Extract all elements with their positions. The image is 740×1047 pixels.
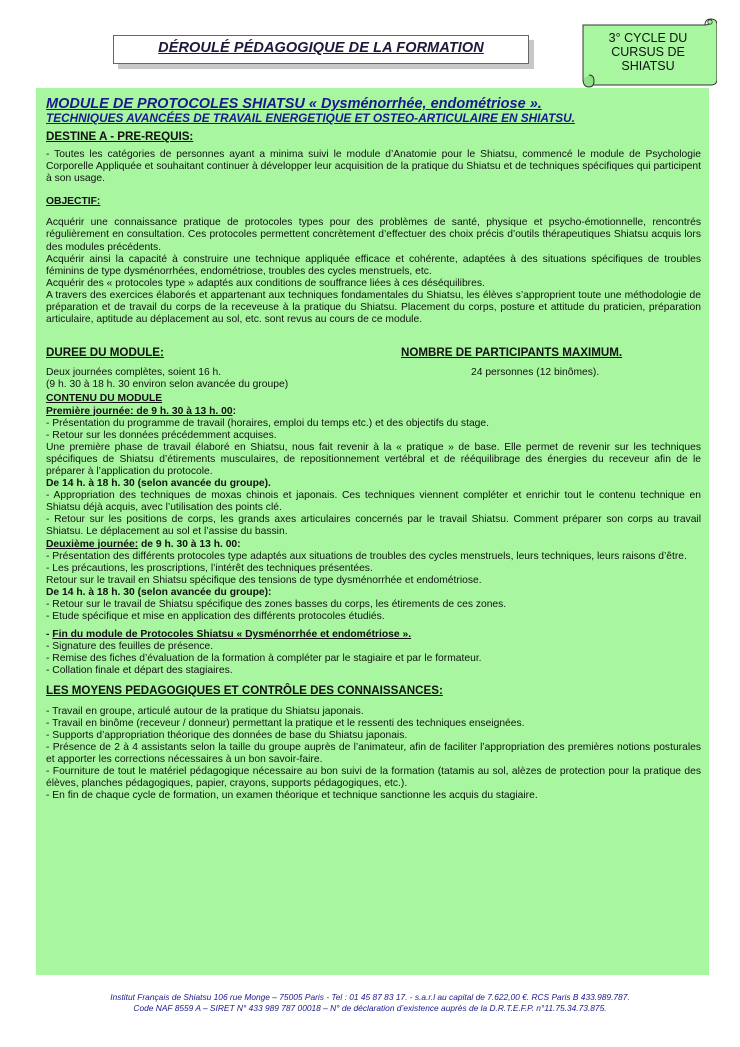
day2-afternoon-item-2: - Etude spécifique et mise en application des différents protocoles étudiés. xyxy=(46,611,385,623)
cycle-scroll-banner xyxy=(577,17,717,87)
objectif-paragraph-2: Acquérir ainsi la capacité à construire une technique appliquée efficace et cohérente, adaptées à des situations spécifiques de troubles féminins de type dysménorrhées, endométriose, troubles des cycles menstruels, etc. xyxy=(46,253,701,277)
moyens-item-3: - Supports d’appropriation théorique des données de base du Shiatsu japonais. xyxy=(46,729,408,741)
content-body xyxy=(46,96,701,802)
day1-item-1: - Présentation du programme de travail (horaires, emploi du temps etc.) et des objectifs du stage. xyxy=(46,417,489,429)
duree-column xyxy=(46,346,376,391)
day2-item-3: Retour sur le travail en Shiatsu spécifique des tensions de type dysménorrhée et endométriose. xyxy=(46,574,482,586)
objectif-paragraph-3: Acquérir des « protocoles type » adaptés aux conditions de souffrance liées à ces déséquilibres. xyxy=(46,277,485,289)
day1-item-3: Une première phase de travail élaboré en Shiatsu, nous fait revenir à la « pratique » de base. Elle permet de revenir sur les techniques spécifiques de Shiatsu d’étirements musculaires, de repositionnement vertébral et de rééquilibrage des énergies du receveur afin de le préparer à l’application du protocole. xyxy=(46,441,701,477)
objectif-heading: OBJECTIF: xyxy=(46,196,101,208)
module-title: MODULE DE PROTOCOLES SHIATSU « Dysménorrhée, endométriose ». xyxy=(46,96,542,112)
document-title-box xyxy=(113,35,529,64)
footer-line-2: Code NAF 8559 A – SIRET N° 433 989 787 00018 – N° de déclaration d’existence auprès de la D.R.T.E.F.P. n°11.75.34.73.875. xyxy=(133,1003,607,1013)
participants-column xyxy=(389,346,701,391)
moyens-item-4: - Présence de 2 à 4 assistants selon la taille du groupe auprès de l’animateur, afin de faciliter l’appropriation des premières notions posturales et apporter les corrections nécessaires à un bon savoir-faire. xyxy=(46,741,701,765)
day2-afternoon-heading: De 14 h. à 18 h. 30 (selon avancée du groupe): xyxy=(46,586,272,598)
cycle-label: 3° CYCLE DU CURSUS DE SHIATSU xyxy=(608,31,688,73)
day1-afternoon-item-2: - Retour sur les positions de corps, les grands axes articulaires concernés par le travail Shiatsu. Comment préparer son corps au travail Shiatsu. Le déplacement au sol et l’assise du bassin. xyxy=(46,514,701,538)
contenu-heading: CONTENU DU MODULE xyxy=(46,393,163,405)
duree-line-2: (9 h. 30 à 18 h. 30 environ selon avancée du groupe) xyxy=(46,379,289,391)
day2-item-2: - Les précautions, les proscriptions, l’intérêt des techniques présentées. xyxy=(46,562,373,574)
objectif-paragraph-4: A travers des exercices élaborés et appartenant aux techniques fondamentales du Shiatsu, les élèves s’approprient toute une méthodologie de préparation et de travail du corps de la receveuse à la pratique du Shiatsu. Placement du corps, posture et attitude du praticien, préparation articulaire, aptitude au déplacement au sol, etc. sont revus au cours de ce module. xyxy=(46,289,701,326)
day1-afternoon-item-1: - Appropriation des techniques de moxas chinois et japonais. Ces techniques viennent compléter et enrichir tout le contenu technique en Shiatsu déjà acquis, avec l’utilisation des points clé. xyxy=(46,490,701,514)
day1-afternoon-heading: De 14 h. à 18 h. 30 (selon avancée du groupe). xyxy=(46,478,271,490)
objectif-paragraph-1: Acquérir une connaissance pratique de protocoles types pour des problèmes de santé, physique et psycho-émotionnelle, rencontrés régulièrement en consultation. Ces protocoles permettent concrètement d’effectuer des choix précis d’outils thérapeutiques Shiatsu acquis lors des modules précédents. xyxy=(46,217,701,253)
fin-item-2: - Remise des fiches d’évaluation de la formation à compléter par le stagiaire et par le formateur. xyxy=(46,653,482,665)
destine-text: - Toutes les catégories de personnes ayant a minima suivi le module d’Anatomie pour le Shiatsu, commencé le module de Psychologie Corporelle Appliquée et souhaitant continuer à développer leur acquisition de la pratique du Shiatsu et de techniques spécifiques qui participent à son usage. xyxy=(46,149,701,185)
fin-item-1: - Signature des feuilles de présence. xyxy=(46,641,214,653)
moyens-item-1: - Travail en groupe, articulé autour de la pratique du Shiatsu japonais. xyxy=(46,705,364,717)
module-subtitle: TECHNIQUES AVANCÉES DE TRAVAIL ENERGETIQUE ET OSTEO-ARTICULAIRE EN SHIATSU. xyxy=(46,111,575,125)
moyens-item-5: - Fourniture de tout le matériel pédagogique nécessaire au bon suivi de la formation (tatamis au sol, alèzes de protection pour la pratique des élèves, planches pédagogiques, papier, crayons, supports pédagogiques, etc.). xyxy=(46,766,701,790)
fin-item-3: - Collation finale et départ des stagiaires. xyxy=(46,665,233,677)
fin-heading: - Fin du module de Protocoles Shiatsu « Dysménorrhée et endométriose ». xyxy=(46,629,412,641)
day1-item-2: - Retour sur les données précédemment acquises. xyxy=(46,429,277,441)
day2-item-1: - Présentation des différents protocoles type adaptés aux situations de troubles des cycles menstruels, leurs techniques, leurs raisons d’être. xyxy=(46,550,687,562)
moyens-heading: LES MOYENS PEDAGOGIQUES ET CONTRÔLE DES CONNAISSANCES: xyxy=(46,683,443,697)
duree-line-1: Deux journées complètes, soient 16 h. xyxy=(46,367,222,379)
day2-afternoon-item-1: - Retour sur le travail de Shiatsu spécifique des zones basses du corps, les étirements de ces zones. xyxy=(46,599,507,610)
destine-heading: DESTINE A - PRE-REQUIS: xyxy=(46,130,194,143)
document-title: DÉROULÉ PÉDAGOGIQUE DE LA FORMATION xyxy=(158,40,484,56)
duree-heading: DUREE DU MODULE: xyxy=(46,346,164,360)
page-footer xyxy=(0,992,740,1014)
moyens-item-6: - En fin de chaque cycle de formation, un examen théorique et technique sanctionne les acquis du stagiaire. xyxy=(46,790,538,802)
participants-heading: NOMBRE DE PARTICIPANTS MAXIMUM. xyxy=(401,346,623,360)
moyens-item-2: - Travail en binôme (receveur / donneur) permettant la pratique et le ressenti des techniques enseignées. xyxy=(46,717,525,729)
footer-line-1: Institut Français de Shiatsu 106 rue Monge – 75005 Paris - Tel : 01 45 87 83 17. - s.a.r.l au capital de 7.622,00 €. RCS Paris B 433.989.787. xyxy=(110,992,630,1002)
participants-value: 24 personnes (12 binômes). xyxy=(471,367,600,379)
duree-participants-row xyxy=(46,346,701,391)
day1-heading: Première journée: de 9 h. 30 à 13 h. 00: xyxy=(46,405,237,417)
day2-heading: Deuxième journée: de 9 h. 30 à 13 h. 00: xyxy=(46,538,241,550)
